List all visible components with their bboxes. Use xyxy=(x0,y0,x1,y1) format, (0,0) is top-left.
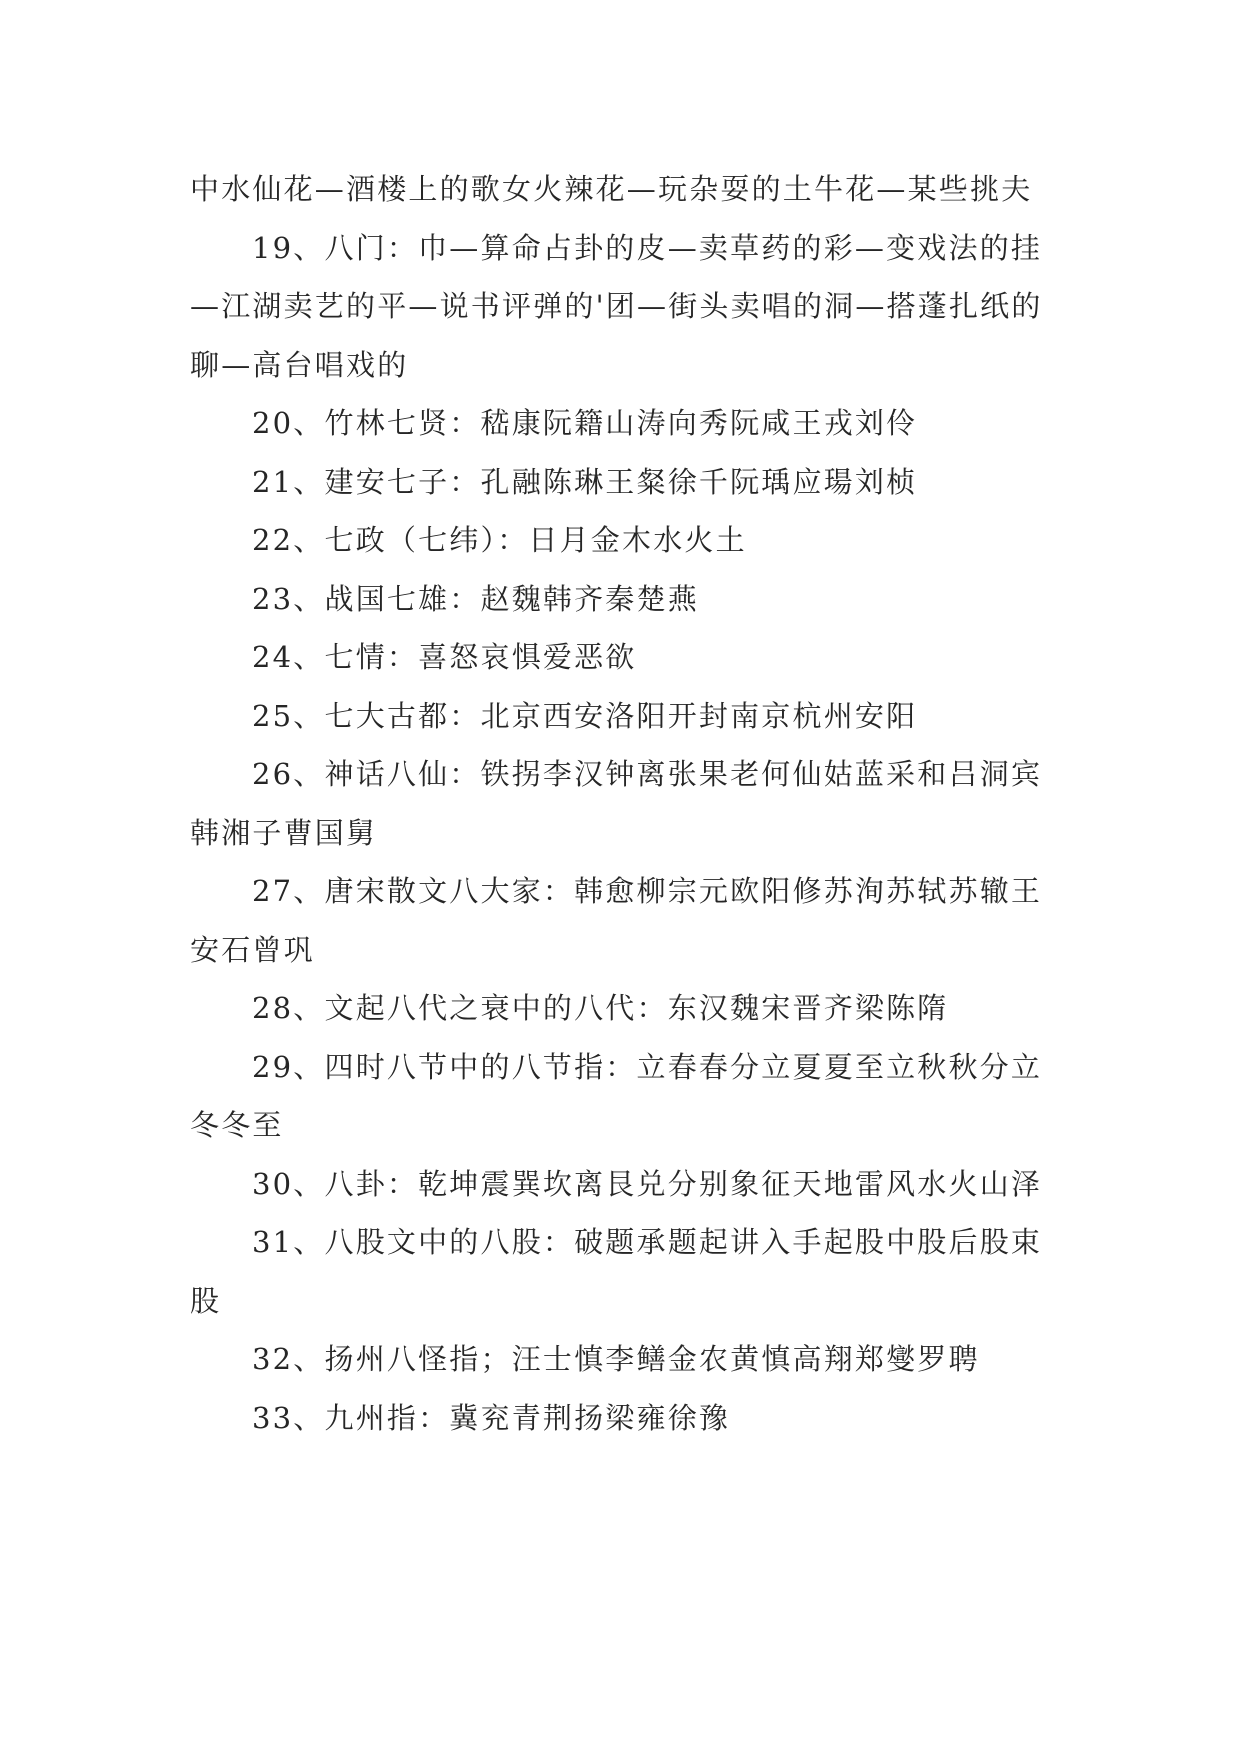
paragraph-item-31: 31、八股文中的八股：破题承题起讲入手起股中股后股束股 xyxy=(190,1225,1043,1318)
paragraph-item-29: 29、四时八节中的八节指：立春春分立夏夏至立秋秋分立冬冬至 xyxy=(190,1049,1043,1142)
paragraph-item-26: 26、神话八仙：铁拐李汉钟离张果老何仙姑蓝采和吕洞宾韩湘子曹国舅 xyxy=(190,757,1043,850)
paragraph-item-27: 27、唐宋散文八大家：韩愈柳宗元欧阳修苏洵苏轼苏辙王安石曾巩 xyxy=(190,874,1043,967)
paragraph-item-32: 32、扬州八怪指；汪士慎李鳝金农黄慎高翔郑燮罗聘 xyxy=(252,1342,980,1376)
paragraph-item-21: 21、建安七子：孔融陈琳王粲徐千阮瑀应瑒刘桢 xyxy=(252,464,918,499)
paragraph-item-33: 33、九州指：冀兖青荆扬梁雍徐豫 xyxy=(252,1400,731,1435)
paragraph-item-23: 23、战国七雄：赵魏韩齐秦楚燕 xyxy=(252,581,699,616)
paragraph-item-30: 30、八卦：乾坤震巽坎离艮兑分别象征天地雷风水火山泽 xyxy=(252,1166,1043,1201)
paragraph-item-24: 24、七情：喜怒哀惧爱恶欲 xyxy=(252,640,637,674)
document-body xyxy=(190,160,1050,1447)
paragraph-item-20: 20、竹林七贤：嵇康阮籍山涛向秀阮咸王戎刘伶 xyxy=(252,406,918,440)
paragraph-item-28: 28、文起八代之衰中的八代：东汉魏宋晋齐梁陈隋 xyxy=(252,991,949,1025)
paragraph-item-22: 22、七政（七纬）：日月金木水火土 xyxy=(252,523,747,557)
paragraph-item-19: 19、八门：巾—算命占卦的皮—卖草药的彩—变戏法的挂—江湖卖艺的平—说书评弹的'团—街头卖唱的洞—搭蓬扎纸的聊—高台唱戏的 xyxy=(190,230,1043,382)
paragraph-item-25: 25、七大古都：北京西安洛阳开封南京杭州安阳 xyxy=(252,698,918,733)
paragraph-continuation: 中水仙花—酒楼上的歌女火辣花—玩杂耍的土牛花—某些挑夫 xyxy=(190,172,1033,206)
